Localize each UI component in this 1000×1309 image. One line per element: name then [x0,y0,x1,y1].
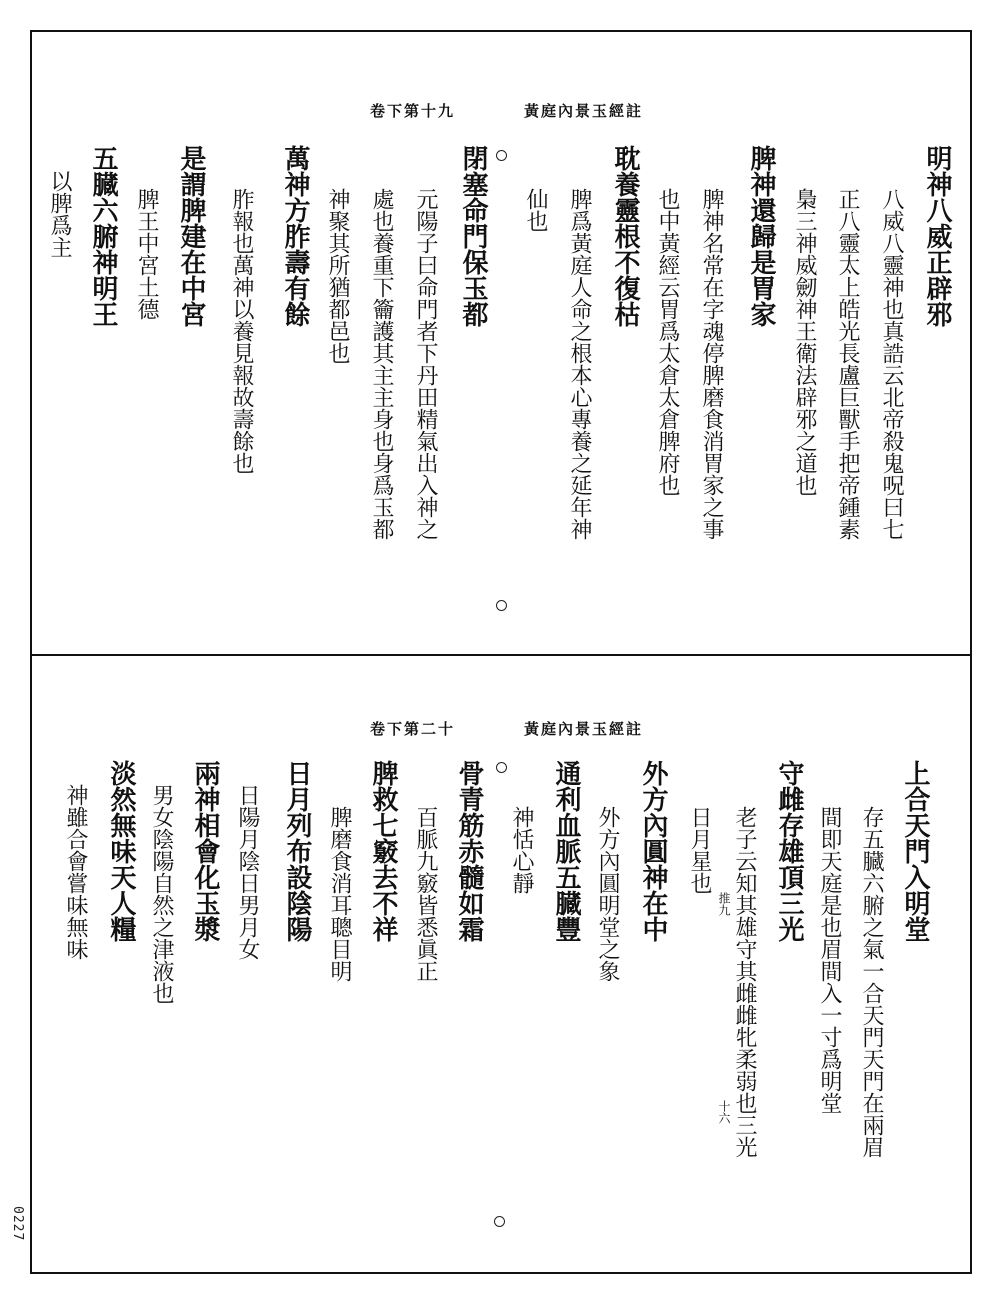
commentary-line: 神聚其所猶都邑也 [325,188,350,364]
commentary-line: 外方內圓明堂之象 [595,806,620,982]
verse-line: 日月列布設陰陽 [282,760,312,942]
verse-line: 骨青筋赤髓如霜 [454,760,484,942]
section-mark-circle [496,762,507,773]
lower-header-volume: 卷下第二十 [370,720,456,738]
commentary-line: 間即天庭是也眉間入一寸爲明堂 [817,806,842,1114]
lower-header-title: 黃庭內景玉經註 [524,720,644,738]
verse-line: 通利血脈五臓豐 [551,760,581,942]
verse-line: 萬神方胙壽有餘 [280,145,310,327]
verse-line: 脾神還歸是胃家 [746,145,776,327]
commentary-line: 脾王中宮土德 [134,188,159,320]
commentary-line: 脾磨食消耳聰目明 [327,806,352,982]
marginal-annotation: 推九 [717,892,731,916]
verse-line: 耽養靈根不復枯 [610,145,640,327]
commentary-line: 以脾爲主 [47,170,72,258]
commentary-line: 日月星也 [687,806,712,894]
verse-line: 外方內圓神在中 [638,760,668,942]
commentary-line: 男女陰陽自然之津液也 [149,784,174,1004]
marginal-annotation: 十六 [717,1100,731,1124]
commentary-line: 神恬心靜 [509,806,534,894]
section-mark-circle [494,1216,505,1227]
commentary-line: 百脈九竅皆悉眞正 [413,806,438,982]
upper-header-title: 黃庭內景玉經註 [524,102,644,120]
commentary-line: 也中黃經云胃爲太倉太倉脾府也 [655,188,680,496]
commentary-line: 神雖合會嘗味無味 [63,784,88,960]
commentary-line: 胙報也萬神以養見報故壽餘也 [229,188,254,474]
commentary-line: 存五臓六腑之氣一合天門天門在兩眉 [859,806,884,1158]
section-mark-circle [496,150,507,161]
verse-line: 閉塞命門保玉都 [458,145,488,327]
verse-line: 淡然無味天人糧 [106,760,136,942]
commentary-line: 元陽子曰命門者下丹田精氣出入神之 [413,188,438,540]
commentary-line: 八威八靈神也真誥云北帝殺鬼呪曰七 [879,188,904,540]
verse-line: 脾救七竅去不祥 [368,760,398,942]
verse-line: 明神八威正辟邪 [922,145,952,327]
verse-line: 五臓六腑神明王 [88,145,118,327]
commentary-line: 梟三神威劒神王衛法辟邪之道也 [792,188,817,496]
verse-line: 上合天門入明堂 [900,760,930,942]
commentary-line: 老子云知其雄守其雌雌牝柔弱也三光 [732,806,757,1158]
commentary-line: 脾神名常在字魂停脾磨食消胃家之事 [699,188,724,540]
commentary-line: 正八靈太上皓光長盧巨獸手把帝鍾素 [835,188,860,540]
verse-line: 守雌存雄頂三光 [774,760,804,942]
section-mark-circle [496,600,507,611]
upper-header-volume: 卷下第十九 [370,102,456,120]
commentary-line: 脾爲黃庭人命之根本心專養之延年神 [567,188,592,540]
verse-line: 兩神相會化玉漿 [190,760,220,942]
page-number: 0227 [10,1206,25,1242]
verse-line: 是謂脾建在中宮 [176,145,206,327]
commentary-line: 仙也 [523,188,548,232]
commentary-line: 處也養重下籥護其主主身也身爲玉都 [369,188,394,540]
commentary-line: 日陽月陰日男月女 [235,784,260,960]
page-divider [30,654,972,656]
